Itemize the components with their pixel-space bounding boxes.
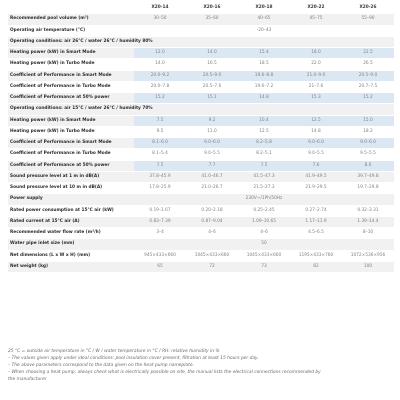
footnote: the manufacturer — [8, 377, 47, 382]
row-value: 1.39–14.4 — [342, 216, 394, 227]
row-value: 7.6 — [290, 160, 342, 171]
section-row — [8, 36, 394, 47]
table-row — [8, 70, 394, 81]
row-value: 19.6–7.2 — [238, 81, 290, 92]
row-label: Coefficient of Performance in Turbo Mode — [8, 81, 134, 92]
row-value: 7.5 — [134, 115, 186, 126]
row-value: 20.5–7.6 — [186, 81, 238, 92]
section-title: Operating conditions: air 26°C / water 26°C / humidity 80% — [8, 36, 394, 47]
row-value: 14.8 — [290, 126, 342, 137]
spec-table-body — [8, 14, 394, 273]
row-value: 230V~/1Ph/50Hz — [134, 194, 394, 205]
row-value: 26.5 — [342, 59, 394, 70]
table-row — [8, 138, 394, 149]
header-empty — [8, 3, 134, 14]
row-label: Net dimensions (L x W x H) (mm) — [8, 250, 134, 261]
row-value: 8.1–6.0 — [134, 138, 186, 149]
section-title: Operating conditions: air 15°C / water 26°C / humidity 70% — [8, 104, 394, 115]
row-value: 9.0–6.0 — [186, 138, 238, 149]
row-value: 1.17–11.9 — [290, 216, 342, 227]
row-value: 3–4 — [134, 228, 186, 239]
row-value: 8.1–5.4 — [134, 149, 186, 160]
table-row — [8, 205, 394, 216]
row-label: Coefficient of Performance at 50% power — [8, 160, 134, 171]
table-row — [8, 250, 394, 261]
row-label: Heating power (kW) in Turbo Mode — [8, 59, 134, 70]
row-value: 14.0 — [186, 48, 238, 59]
table-row — [8, 149, 394, 160]
row-value: 1045×433×660 — [238, 250, 290, 261]
table-row — [8, 171, 394, 182]
row-value: 21.9–29.5 — [290, 183, 342, 194]
row-label: Rated current at 15°C air (A) — [8, 216, 134, 227]
row-value: 39.7–49.8 — [342, 171, 394, 182]
column-header: X20-22 — [290, 3, 342, 14]
row-value: 55–90 — [342, 14, 394, 25]
table-row — [8, 216, 394, 227]
row-value: 45–75 — [290, 14, 342, 25]
row-value: 19.6–8.8 — [238, 70, 290, 81]
row-value: 0.27–2.74 — [290, 205, 342, 216]
row-value: 0.83–7.39 — [134, 216, 186, 227]
row-value: 0.19–1.67 — [134, 205, 186, 216]
table-row — [8, 239, 394, 250]
table-row — [8, 115, 394, 126]
table-row — [8, 81, 394, 92]
footnote: 25 °C = outside air temperature in °C / W / water temperature in °C / RH: relative humidity in % — [8, 349, 220, 354]
row-value: 41.5–47.3 — [238, 171, 290, 182]
row-label: Heating power (kW) in Turbo Mode — [8, 126, 134, 137]
row-value: 18.0 — [290, 48, 342, 59]
row-value: 1195×433×760 — [290, 250, 342, 261]
table-row — [8, 25, 394, 36]
footnote: – When choosing a heat pump, always check what is electrically possible on site, the manual lists the electrical connections recommended by — [8, 370, 321, 375]
row-value: 11.0 — [186, 126, 238, 137]
row-label: Heating power (kW) in Smart Mode — [8, 115, 134, 126]
table-row — [8, 14, 394, 25]
row-value: 1072×536×956 — [342, 250, 394, 261]
row-value: 18.5 — [238, 59, 290, 70]
section-row — [8, 104, 394, 115]
row-value: 4–6 — [186, 228, 238, 239]
row-value: 12.5 — [238, 126, 290, 137]
row-value: 15.0 — [342, 115, 394, 126]
row-label: Recommended pool volume (m³) — [8, 14, 134, 25]
row-label: Coefficient of Performance in Smart Mode — [8, 70, 134, 81]
row-value: 12.5 — [290, 115, 342, 126]
table-row — [8, 261, 394, 272]
row-value: 35–60 — [186, 14, 238, 25]
row-value: 21.0–26.7 — [186, 183, 238, 194]
row-value: 1045×433×660 — [186, 250, 238, 261]
row-value: 14.8 — [238, 93, 290, 104]
row-value: 82 — [290, 261, 342, 272]
row-label: Net weight (kg) — [8, 261, 134, 272]
row-value: 8.2–5.1 — [238, 149, 290, 160]
row-value: 21.0–9.0 — [290, 70, 342, 81]
row-value: 7.7 — [186, 160, 238, 171]
row-value: 7.5 — [238, 160, 290, 171]
row-label: Sound pressure level at 1 m in dB(A) — [8, 171, 134, 182]
row-label: Water pipe inlet size (mm) — [8, 239, 134, 250]
row-value: 73 — [238, 261, 290, 272]
row-value: 41.9–49.5 — [290, 171, 342, 182]
row-value: 0.87–9.04 — [186, 216, 238, 227]
footnotes — [8, 348, 396, 383]
row-value: 20.0–9.2 — [134, 70, 186, 81]
row-label: Coefficient of Performance in Turbo Mode — [8, 149, 134, 160]
row-value: 945×433×660 — [134, 250, 186, 261]
spec-table — [8, 3, 394, 273]
row-value: 37.8–45.9 — [134, 171, 186, 182]
row-value: 19.7–29.8 — [342, 183, 394, 194]
header-row — [8, 3, 394, 14]
row-value: -20–43 — [134, 25, 394, 36]
row-value: 15.2 — [342, 93, 394, 104]
row-value: 20.7–7.5 — [342, 81, 394, 92]
row-label: Sound pressure level at 10 m in dB(A) — [8, 183, 134, 194]
row-value: 21–7.6 — [290, 81, 342, 92]
table-row — [8, 194, 394, 205]
column-header: X20-16 — [186, 3, 238, 14]
row-value: 9.5 — [134, 126, 186, 137]
row-value: 22.0 — [290, 59, 342, 70]
row-value: 9.2 — [186, 115, 238, 126]
row-value: 8.0 — [342, 160, 394, 171]
table-row — [8, 183, 394, 194]
table-row — [8, 93, 394, 104]
row-value: 0.32–3.31 — [342, 205, 394, 216]
row-value: 15.2 — [134, 93, 186, 104]
row-value: 16.5 — [186, 59, 238, 70]
row-value: 65 — [134, 261, 186, 272]
row-label: Heating power (kW) in Smart Mode — [8, 48, 134, 59]
row-value: 17.8–25.9 — [134, 183, 186, 194]
row-label: Rated power consumption at 15°C air (kW) — [8, 205, 134, 216]
row-value: 12.0 — [134, 48, 186, 59]
row-value: 9.0–5.5 — [290, 149, 342, 160]
row-value: 10.4 — [238, 115, 290, 126]
row-value: 100 — [342, 261, 394, 272]
footnote: – The values given apply under ideal conditions: pool insulation cover present, filtration at least 15 hours per day. — [8, 356, 259, 361]
table-row — [8, 48, 394, 59]
row-value: 20.5–9.0 — [186, 70, 238, 81]
row-value: 9.0–5.5 — [186, 149, 238, 160]
row-value: 50 — [134, 239, 394, 250]
column-header: X20-18 — [238, 3, 290, 14]
row-value: 14.0 — [134, 59, 186, 70]
row-value: 8.2–5.8 — [238, 138, 290, 149]
row-value: 1.09–10.65 — [238, 216, 290, 227]
row-value: 9.0–6.0 — [290, 138, 342, 149]
row-value: 20.5–9.0 — [342, 70, 394, 81]
row-label: Power supply — [8, 194, 134, 205]
row-value: 9.5–5.5 — [342, 149, 394, 160]
row-value: 41.0–46.7 — [186, 171, 238, 182]
table-row — [8, 126, 394, 137]
row-value: 8–10 — [342, 228, 394, 239]
row-label: Recommended water flow rate (m³/h) — [8, 228, 134, 239]
table-row — [8, 59, 394, 70]
column-header: X20-14 — [134, 3, 186, 14]
row-value: 0.20–2.18 — [186, 205, 238, 216]
row-value: 15.1 — [186, 93, 238, 104]
row-value: 40–65 — [238, 14, 290, 25]
row-value: 9.0–6.0 — [342, 138, 394, 149]
footnote: – The above parameters correspond to the data given on the heat pump nameplate. — [8, 363, 194, 368]
row-value: 4.5–6.5 — [290, 228, 342, 239]
table-row — [8, 228, 394, 239]
row-value: 15.4 — [238, 48, 290, 59]
row-label: Coefficient of Performance in Smart Mode — [8, 138, 134, 149]
row-value: 22.5 — [342, 48, 394, 59]
row-value: 21.5–27.3 — [238, 183, 290, 194]
row-value: 72 — [186, 261, 238, 272]
row-value: 20.0–7.8 — [134, 81, 186, 92]
row-value: 18.2 — [342, 126, 394, 137]
row-value: 0.25–2.45 — [238, 205, 290, 216]
row-label: Coefficient of Performance at 50% power — [8, 93, 134, 104]
row-value: 15.3 — [290, 93, 342, 104]
table-row — [8, 160, 394, 171]
row-value: 7.5 — [134, 160, 186, 171]
row-label: Operating air temperature (°C) — [8, 25, 134, 36]
column-header: X20-26 — [342, 3, 394, 14]
row-value: 30–50 — [134, 14, 186, 25]
row-value: 4–6 — [238, 228, 290, 239]
